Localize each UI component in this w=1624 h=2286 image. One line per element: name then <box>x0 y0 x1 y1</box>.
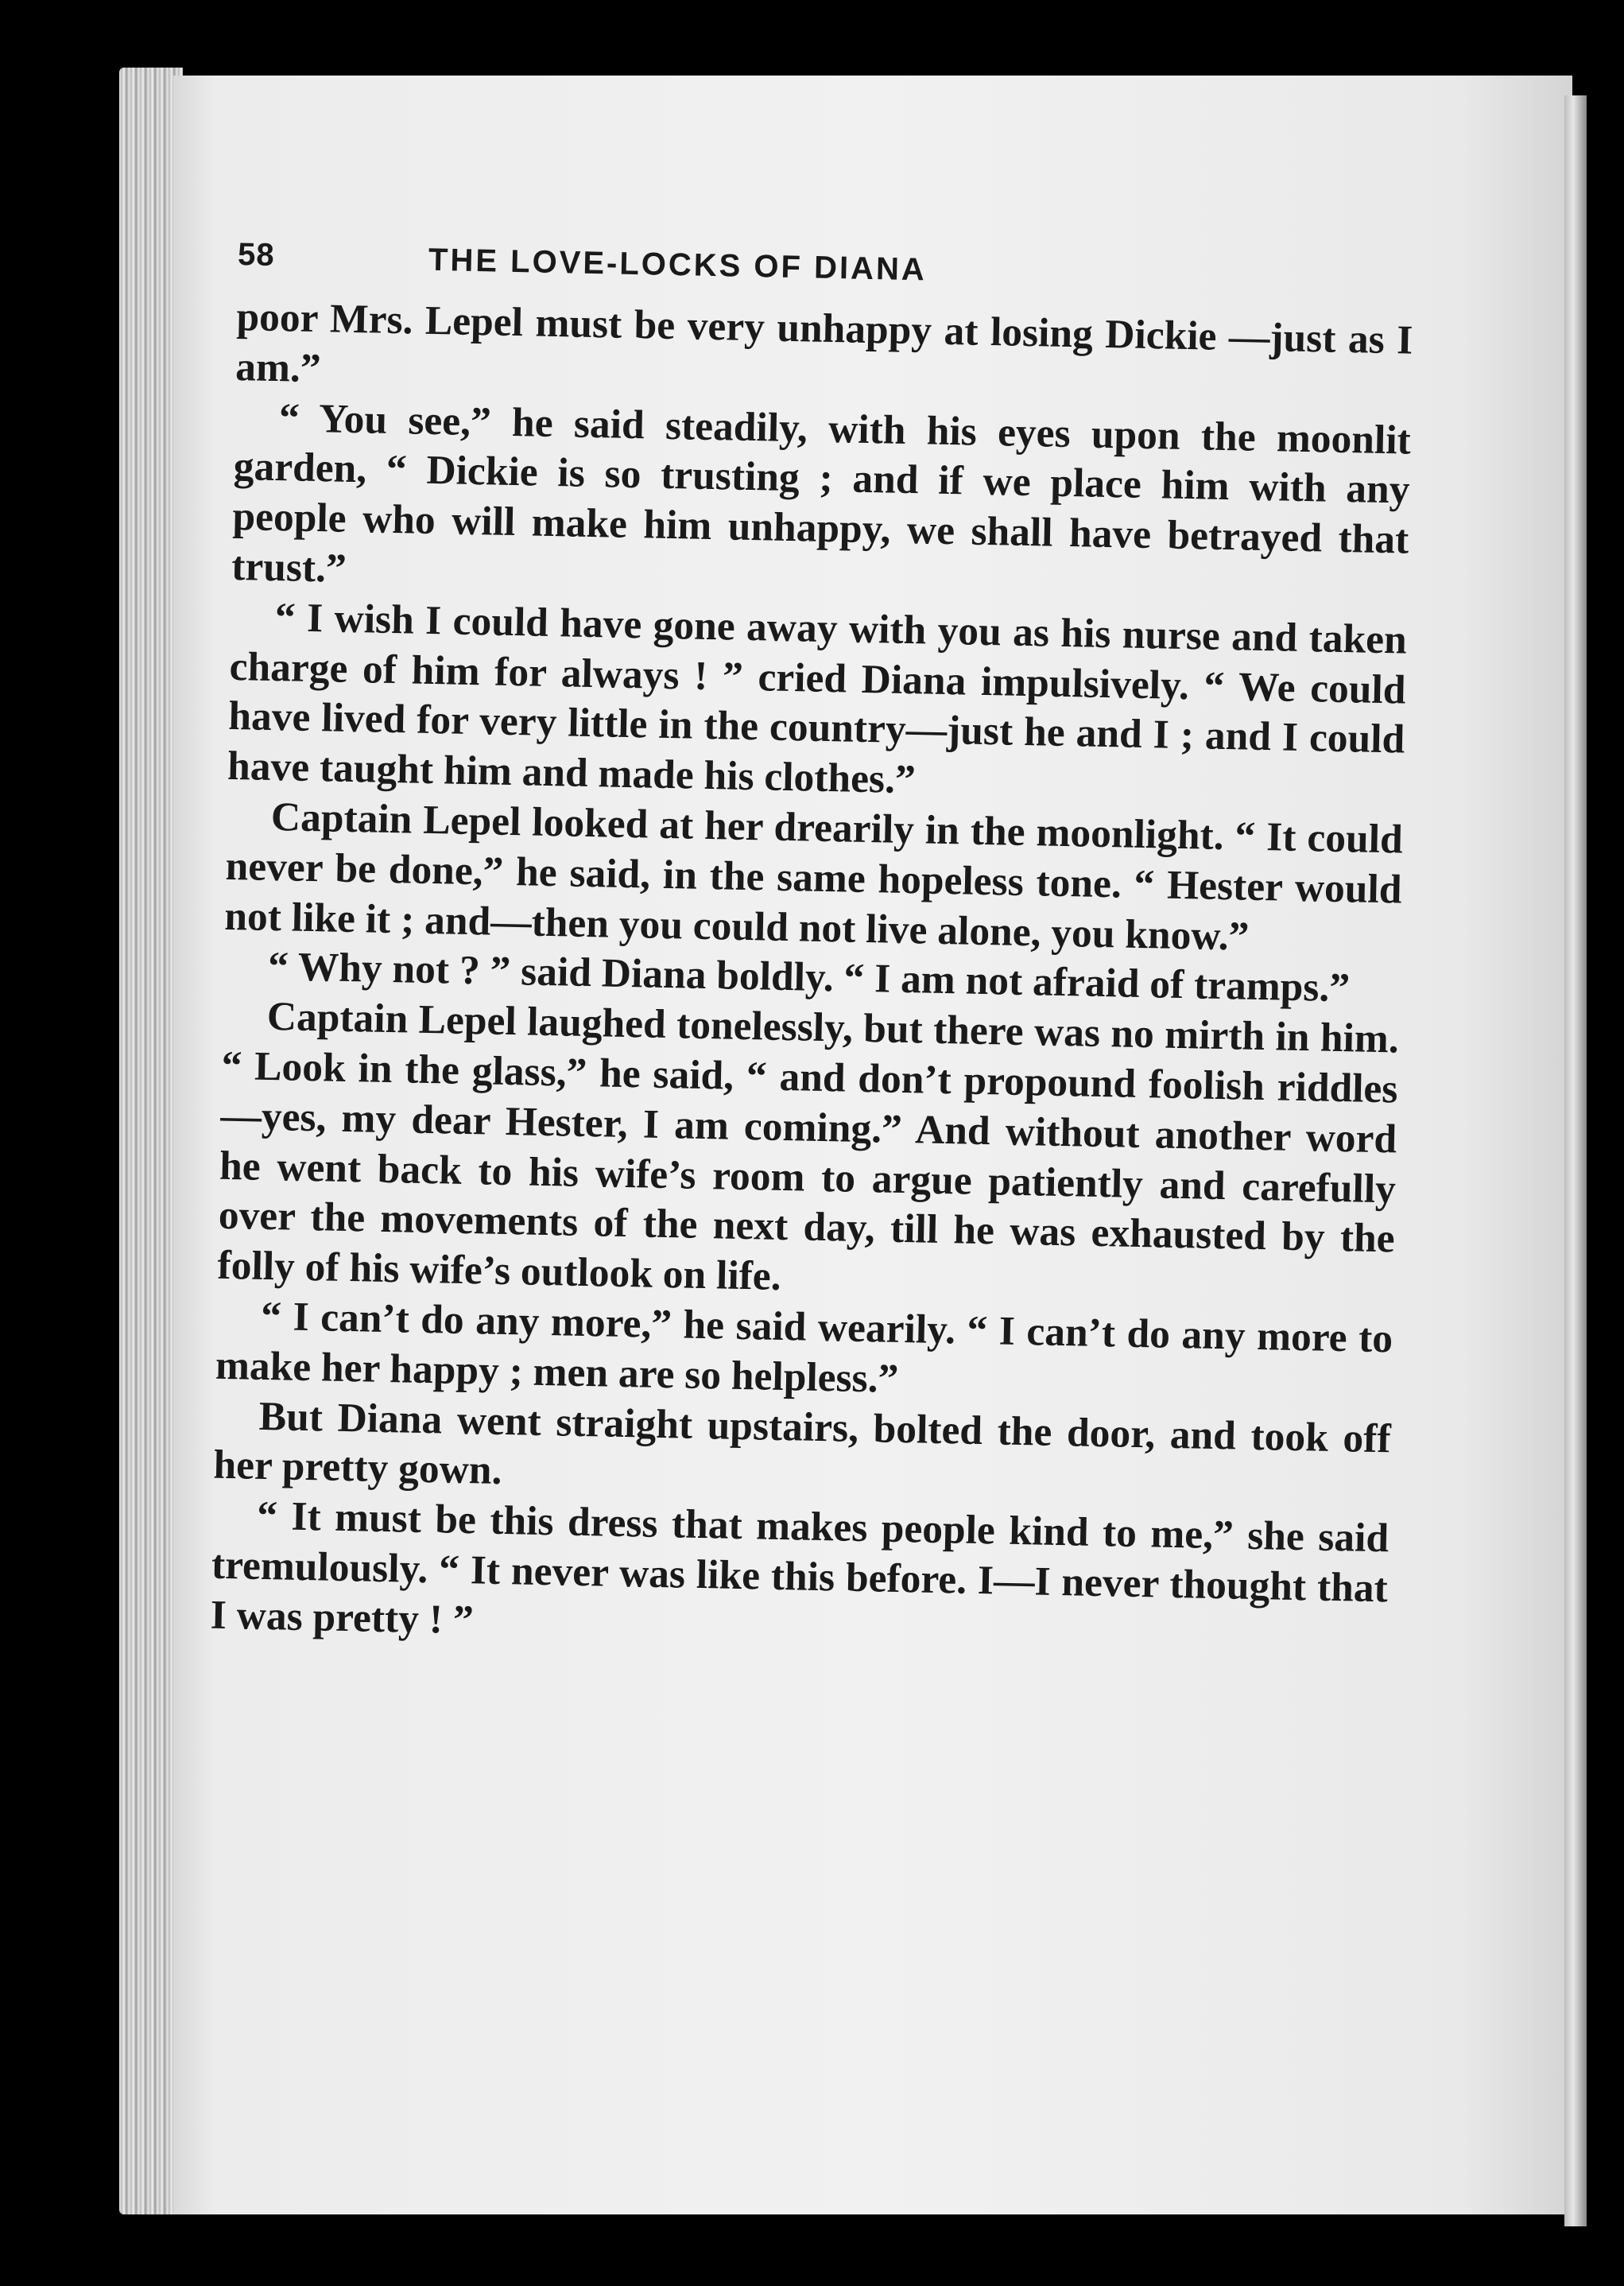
paragraph: Captain Lepel laughed tonelessly, but there was no mirth in him. “ Look in the glass,” he said, “ and don’t propound foolish riddles—yes, my dear Hester, I am coming.” And without another word he went back to his wife’s room to argue patiently and carefully over the movements of the next day, till he was exhausted by the folly of his wife’s outlook on life. <box>217 994 1400 1300</box>
running-title: THE LOVE-LOCKS OF DIANA <box>428 242 928 288</box>
page-text-block <box>210 221 1415 1664</box>
body-text <box>210 293 1413 1664</box>
paragraph: “ You see,” he said steadily, with his eyes upon the moonlit garden, “ Dickie is so trusting ; and if we place him with any people who will make him unhappy, we shall have betrayed that trust.” <box>231 394 1412 592</box>
paragraph: “ It must be this dress that makes people kind to me,” she said tremulously. “ It never was like this before. I—I never thought that I was pretty ! ” <box>210 1492 1390 1644</box>
paragraph: “ I wish I could have gone away with you as his nurse and taken charge of him for always ! ” cried Diana impulsively. “ We could have lived for very little in the country—just he and I ; and I could have taught him and made his clothes.” <box>227 594 1408 803</box>
book-page-edge-right <box>1564 95 1587 2226</box>
paragraph: But Diana went straight upstairs, bolted the door, and took off her pretty gown. <box>213 1393 1392 1494</box>
paragraph: “ I can’t do any more,” he said wearily. “ I can’t do any more to make her happy ; men are so helpless.” <box>215 1293 1393 1402</box>
paragraph: poor Mrs. Lepel must be very unhappy at losing Dickie —just as I am.” <box>234 293 1413 391</box>
page-number: 58 <box>237 236 276 273</box>
paragraph: “ Why not ? ” said Diana boldly. “ I am not afraid of tramps.” <box>267 944 1351 1011</box>
paragraph: Captain Lepel looked at her drearily in the moonlight. “ It could never be done,” he said, in the same hopeless tone. “ Hester would not like it ; and—then you could not live alone, you know.” <box>223 794 1404 960</box>
